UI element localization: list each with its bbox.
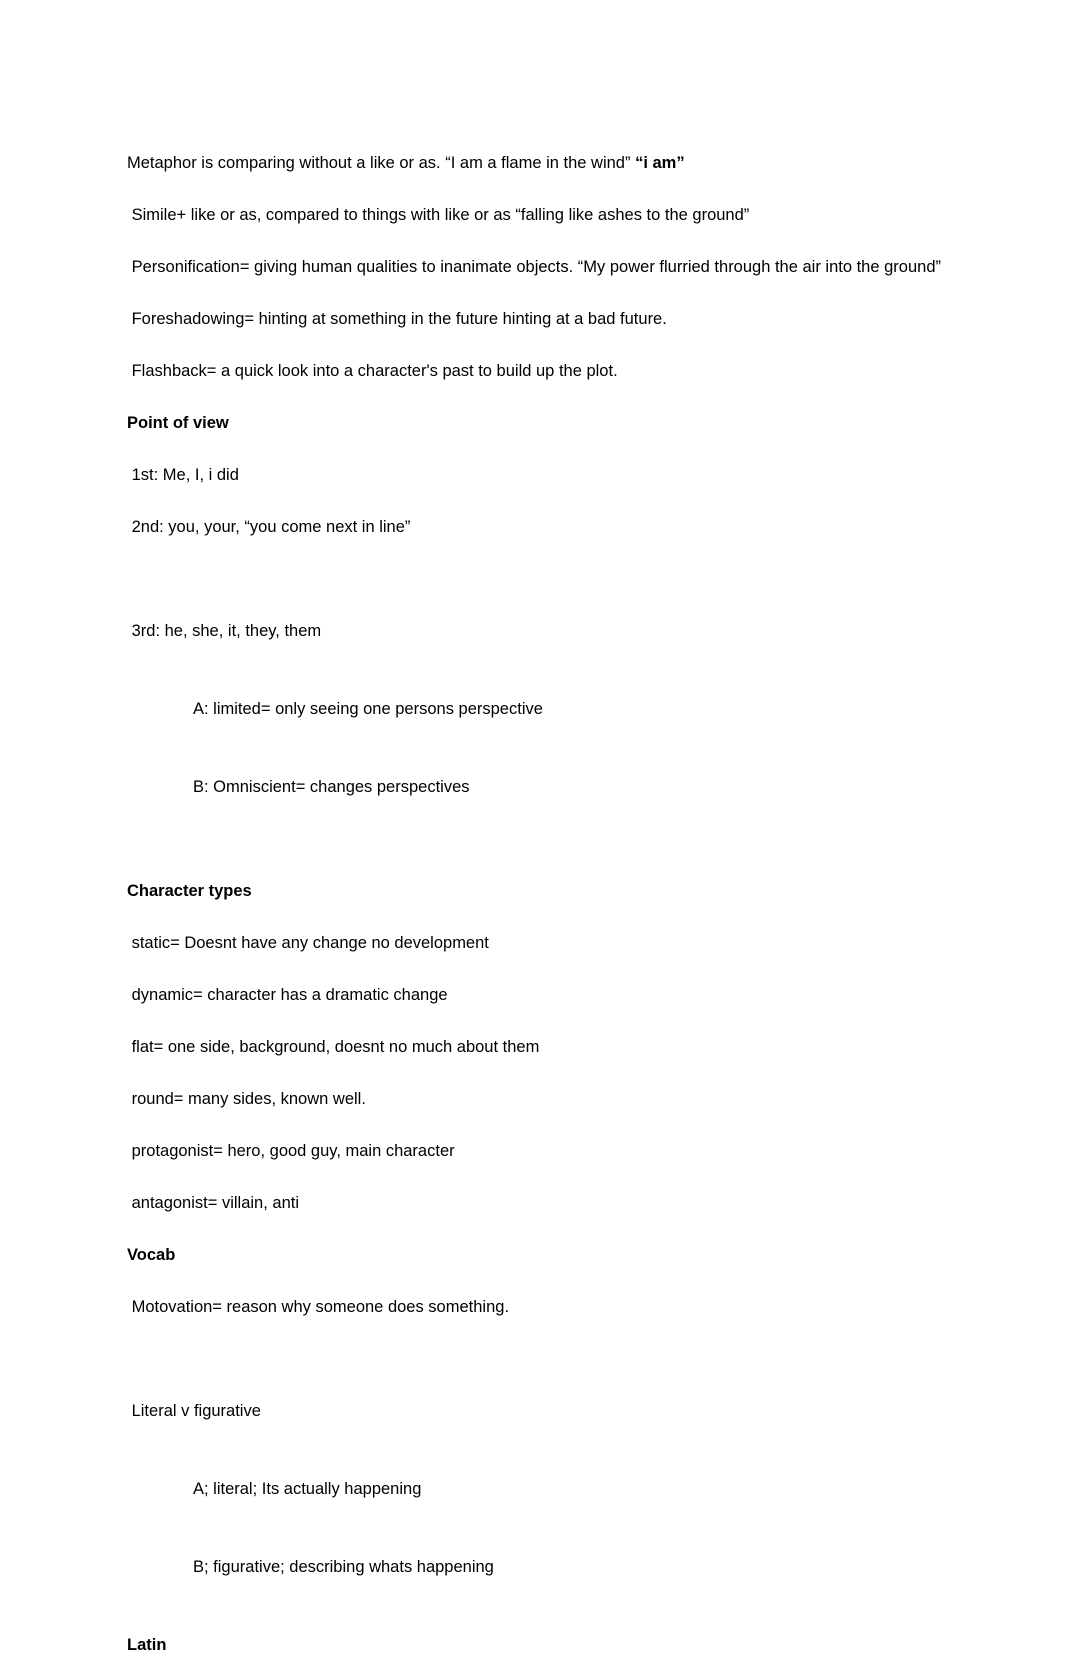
paragraph-antagonist: antagonist= villain, anti [127,1194,299,1212]
paragraph-personification: Personification= giving human qualities to inanimate objects. “My power flurried through the air into the ground” [127,258,941,276]
heading-vocab: Vocab [127,1246,176,1264]
paragraph-simile: Simile+ like or as, compared to things with like or as “falling like ashes to the ground” [127,206,750,224]
paragraph-static: static= Doesnt have any change no development [127,934,489,952]
paragraph-motovation: Motovation= reason why someone does something. [127,1298,510,1316]
pov-3rd-limited: A: limited= only seeing one persons perspective [193,700,543,718]
metaphor-text: Metaphor is comparing without a like or as. “I am a flame in the wind” [127,154,636,172]
heading-point-of-view: Point of view [127,414,229,432]
literal-figurative-line: Literal v figurative [127,1402,261,1420]
pov-3rd-line: 3rd: he, she, it, they, them [127,622,322,640]
figurative-line: B; figurative; describing whats happening [193,1558,494,1576]
literal-line: A; literal; Its actually happening [193,1480,422,1498]
paragraph-protagonist: protagonist= hero, good guy, main character [127,1142,455,1160]
paragraph-pov-2nd: 2nd: you, your, “you come next in line” [127,518,411,536]
heading-latin: Latin [127,1636,167,1654]
paragraph-pov-1st: 1st: Me, I, i did [127,466,239,484]
paragraph-literal-figurative [127,1346,956,1632]
pov-3rd-omniscient: B: Omniscient= changes perspectives [193,778,470,796]
heading-character-types: Character types [127,882,252,900]
paragraph-pov-3rd [127,566,956,852]
paragraph-flat: flat= one side, background, doesnt no much about them [127,1038,540,1056]
paragraph-round: round= many sides, known well. [127,1090,366,1108]
paragraph-dynamic: dynamic= character has a dramatic change [127,986,448,1004]
metaphor-bold-quote: “i am” [635,154,685,172]
paragraph-foreshadowing: Foreshadowing= hinting at something in the future hinting at a bad future. [127,310,667,328]
paragraph-flashback: Flashback= a quick look into a character's past to build up the plot. [127,362,618,380]
paragraph-metaphor [127,150,956,176]
